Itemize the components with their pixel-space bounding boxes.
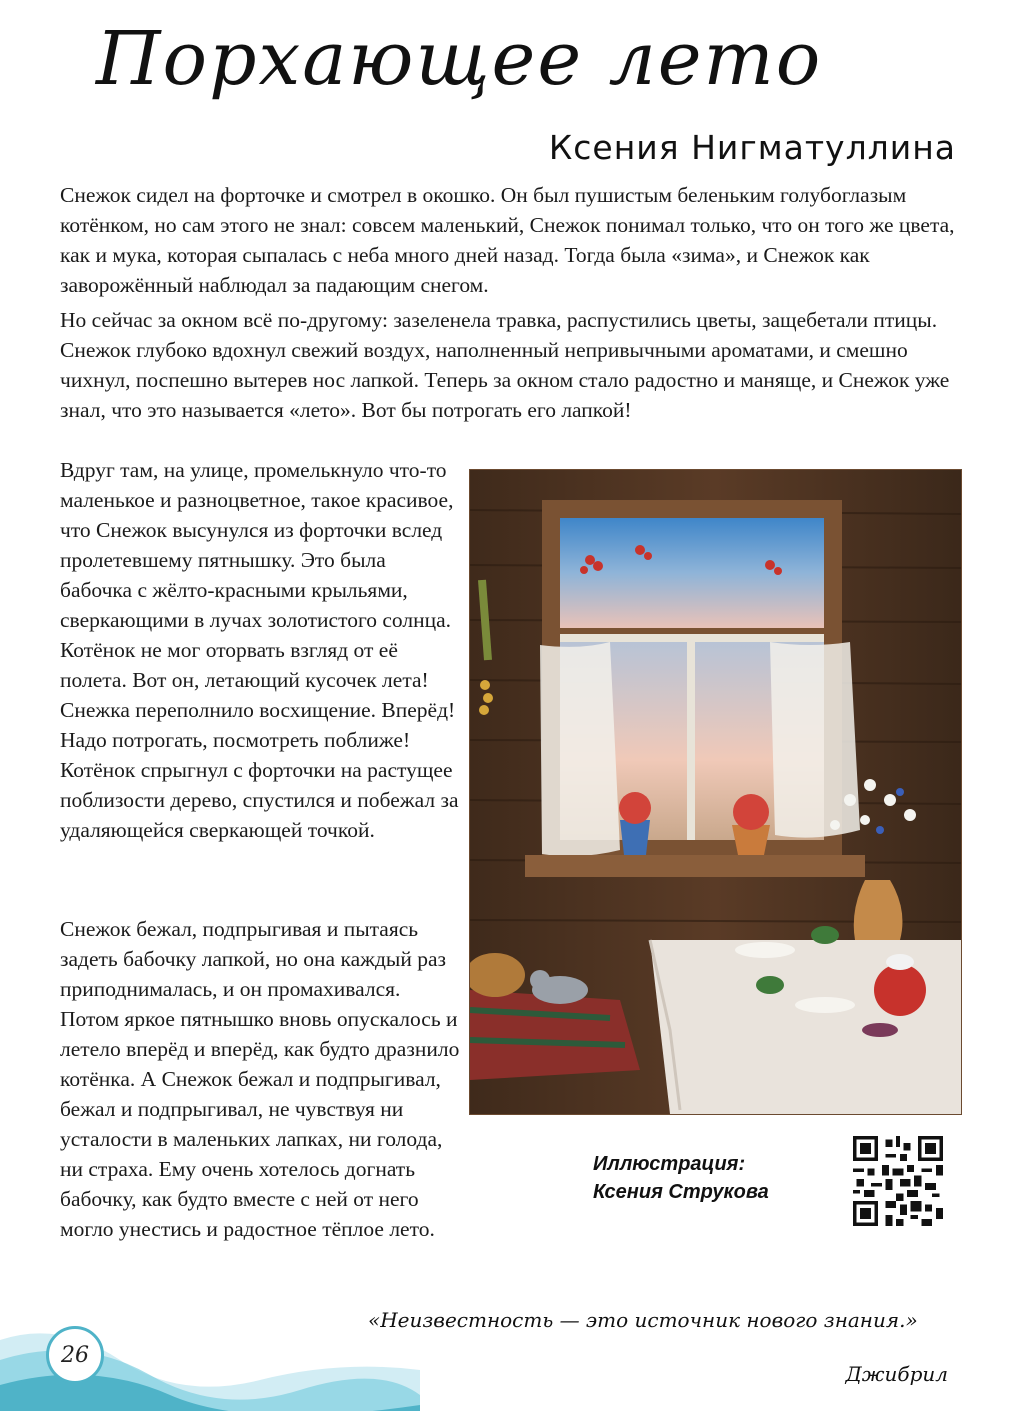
story-paragraph-4: Снежок бежал, подпрыгивая и пытаясь задеть бабочку лапкой, но она каждый раз приподнималась, и он промахивался. Потом яркое пятнышко вновь опускалось и летело вперёд и вперёд, как будто дразнило котёнка. А Снежок бежал и подпрыгивал, бежал и подпрыгивал, не чувствуя ни усталости в маленьких лапках, ни голода, ни страха. Ему очень хотелось догнать бабочку, как будто вместе с ней от него могло унестись и радостное тёплое лето. [60,917,460,1241]
window-painting-illustration [469,469,962,1115]
story-paragraph-1: Снежок сидел на форточке и смотрел в окошко. Он был пушистым беленьким голубоглазым котёнком, но сам этого не знал: совсем маленький, Снежок понимал только, что он того же цвета, как и мука, которая сыпалась с неба много дней назад. Тогда была «зима», и Снежок как заворожённый наблюдал за падающим снегом. [60,183,955,297]
illustration-credit-label: Иллюстрация: [593,1153,746,1175]
page-number: 26 [46,1326,104,1384]
story-paragraph-3: Вдруг там, на улице, промелькнуло что-то маленькое и разноцветное, такое красивое, что Снежок высунулся из форточки вслед пролетевшему пятнышку. Это была бабочка с жёлто-красными крыльями, сверкающими в лучах золотистого солнца. Котёнок не мог оторвать взгляд от её полета. Вот он, летающий кусочек лета! Снежка переполнило восхищение. Вперёд! Надо потрогать, посмотреть поближе! Котёнок спрыгнул с форточки на растущее поблизости дерево, спустился и побежал за удаляющейся сверкающей точкой. [60,458,459,842]
story-paragraph-2: Но сейчас за окном всё по-другому: зазеленела травка, распустились цветы, защебетали птицы. Снежок глубоко вдохнул свежий воздух, наполненный непривычными ароматами, и смешно чихнул, поспешно вытерев нос лапкой. Теперь за окном стало радостно и маняще, и Снежок уже знал, что это называется «лето». Вот бы потрогать его лапкой! [60,308,950,422]
qr-code-icon[interactable] [853,1136,943,1226]
author-name: Ксения Нигматуллина [548,128,956,167]
illustration-credit-name: Ксения Струкова [593,1181,769,1203]
epigraph-quote: «Неизвестность — это источник нового знания.» [368,1308,918,1332]
epigraph-author: Джибрил [845,1362,948,1386]
illustration-credit [593,1150,769,1206]
page-title: Порхающее лето [96,16,823,102]
